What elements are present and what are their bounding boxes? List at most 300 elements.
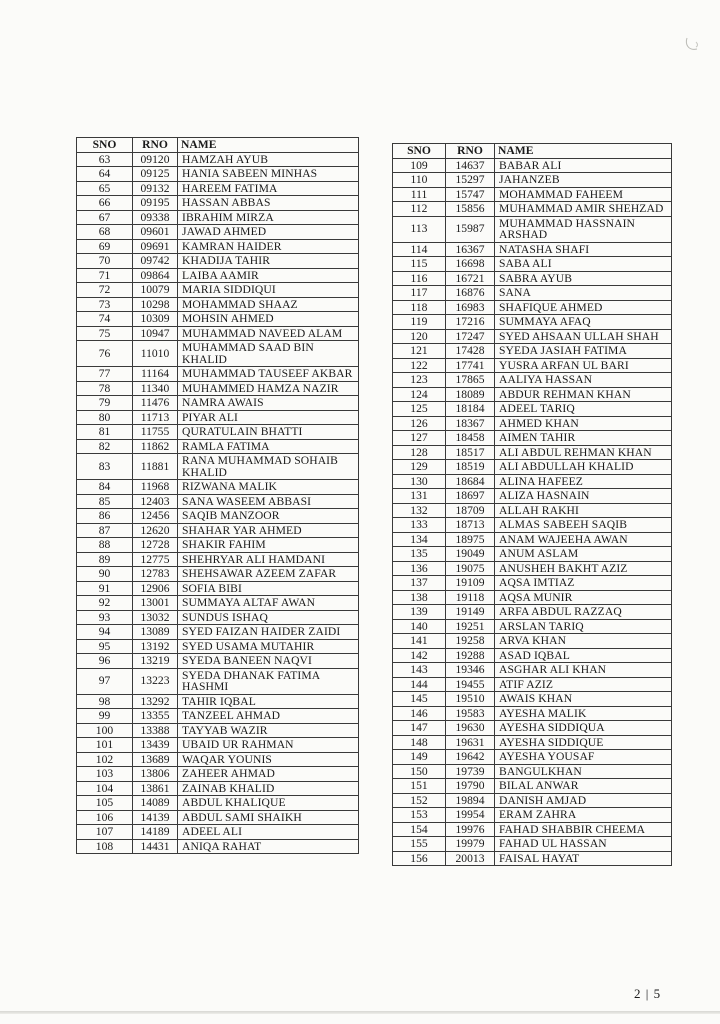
table-row — [393, 373, 672, 388]
roll-number-cell: 18089 — [446, 387, 495, 402]
student-name-cell: HANIA SABEEN MINHAS — [178, 167, 359, 182]
serial-number-cell: 76 — [77, 341, 133, 367]
serial-number-cell: 70 — [77, 254, 133, 269]
table-row — [77, 610, 359, 625]
roll-number-cell: 19739 — [446, 764, 495, 779]
roll-number-cell: 11476 — [133, 396, 178, 411]
roll-number-cell: 14139 — [133, 810, 178, 825]
roll-number-cell: 13219 — [133, 654, 178, 669]
student-name-cell: ADEEL ALI — [178, 825, 359, 840]
table-row — [393, 837, 672, 852]
student-name-cell: BILAL ANWAR — [495, 779, 672, 794]
table-row — [393, 216, 672, 242]
roll-number-cell: 17865 — [446, 373, 495, 388]
student-name-cell: DANISH AMJAD — [495, 793, 672, 808]
roll-number-cell: 18367 — [446, 416, 495, 431]
serial-number-cell: 132 — [393, 503, 446, 518]
roll-number-cell: 17216 — [446, 315, 495, 330]
table-row — [77, 581, 359, 596]
student-name-cell: ERAM ZAHRA — [495, 808, 672, 823]
table-row — [393, 315, 672, 330]
table-row — [77, 825, 359, 840]
roll-number-cell: 14089 — [133, 796, 178, 811]
roll-number-cell: 16983 — [446, 300, 495, 315]
student-name-cell: RAMLA FATIMA — [178, 439, 359, 454]
roll-number-cell: 17247 — [446, 329, 495, 344]
serial-number-cell: 151 — [393, 779, 446, 794]
student-name-cell: ALI ABDUL REHMAN KHAN — [495, 445, 672, 460]
student-name-cell: SHAFIQUE AHMED — [495, 300, 672, 315]
serial-number-cell: 65 — [77, 181, 133, 196]
student-list-table-left — [76, 137, 359, 854]
student-name-cell: ASGHAR ALI KHAN — [495, 663, 672, 678]
roll-number-cell: 10298 — [133, 297, 178, 312]
roll-number-cell: 18697 — [446, 489, 495, 504]
student-name-cell: ADEEL TARIQ — [495, 402, 672, 417]
table-row — [393, 779, 672, 794]
roll-number-cell: 14637 — [446, 158, 495, 173]
serial-number-cell: 140 — [393, 619, 446, 634]
student-name-cell: ANAM WAJEEHA AWAN — [495, 532, 672, 547]
student-name-cell: SAQIB MANZOOR — [178, 509, 359, 524]
student-name-cell: SHEHSAWAR AZEEM ZAFAR — [178, 567, 359, 582]
serial-number-cell: 91 — [77, 581, 133, 596]
table-row — [77, 410, 359, 425]
serial-number-cell: 106 — [77, 810, 133, 825]
student-name-cell: SHAHAR YAR AHMED — [178, 523, 359, 538]
table-row — [393, 822, 672, 837]
student-name-cell: SYEDA BANEEN NAQVI — [178, 654, 359, 669]
roll-number-cell: 19642 — [446, 750, 495, 765]
table-row — [77, 567, 359, 582]
table-row — [77, 625, 359, 640]
serial-number-cell: 133 — [393, 518, 446, 533]
roll-number-cell: 09195 — [133, 196, 178, 211]
table-row — [77, 668, 359, 694]
roll-number-cell: 15747 — [446, 187, 495, 202]
serial-number-cell: 72 — [77, 283, 133, 298]
serial-number-cell: 75 — [77, 326, 133, 341]
roll-number-cell: 10309 — [133, 312, 178, 327]
serial-number-cell: 120 — [393, 329, 446, 344]
student-name-cell: MUHAMMED HAMZA NAZIR — [178, 381, 359, 396]
roll-number-cell: 13032 — [133, 610, 178, 625]
serial-number-cell: 88 — [77, 538, 133, 553]
serial-number-cell: 90 — [77, 567, 133, 582]
student-name-cell: SUMMAYA ALTAF AWAN — [178, 596, 359, 611]
roll-number-cell: 09742 — [133, 254, 178, 269]
student-name-cell: ASAD IQBAL — [495, 648, 672, 663]
serial-number-cell: 129 — [393, 460, 446, 475]
table-row — [77, 283, 359, 298]
serial-number-cell: 83 — [77, 454, 133, 480]
student-name-cell: AYESHA MALIK — [495, 706, 672, 721]
table-row — [77, 509, 359, 524]
scan-edge-divider — [0, 1011, 720, 1014]
student-name-cell: SYEDA JASIAH FATIMA — [495, 344, 672, 359]
table-row — [393, 202, 672, 217]
roll-number-cell: 19346 — [446, 663, 495, 678]
student-name-cell: KHADIJA TAHIR — [178, 254, 359, 269]
serial-number-cell: 122 — [393, 358, 446, 373]
table-row — [77, 781, 359, 796]
table-row — [393, 735, 672, 750]
table-row — [77, 367, 359, 382]
serial-number-cell: 142 — [393, 648, 446, 663]
serial-number-cell: 109 — [393, 158, 446, 173]
table-row — [77, 167, 359, 182]
serial-number-cell: 110 — [393, 173, 446, 188]
student-name-cell: ARSLAN TARIQ — [495, 619, 672, 634]
serial-number-cell: 128 — [393, 445, 446, 460]
student-name-cell: SHAKIR FAHIM — [178, 538, 359, 553]
student-name-cell: ANUSHEH BAKHT AZIZ — [495, 561, 672, 576]
table-row — [77, 767, 359, 782]
serial-number-cell: 118 — [393, 300, 446, 315]
roll-number-cell: 12728 — [133, 538, 178, 553]
table-row — [77, 538, 359, 553]
student-name-cell: ABDUL KHALIQUE — [178, 796, 359, 811]
roll-number-cell: 20013 — [446, 851, 495, 866]
serial-number-cell: 64 — [77, 167, 133, 182]
student-name-cell: MUHAMMAD HASSNAIN ARSHAD — [495, 216, 672, 242]
student-name-cell: MUHAMMAD NAVEED ALAM — [178, 326, 359, 341]
serial-number-cell: 144 — [393, 677, 446, 692]
roll-number-cell: 13388 — [133, 723, 178, 738]
table-row — [77, 810, 359, 825]
serial-number-cell: 104 — [77, 781, 133, 796]
table-row — [393, 286, 672, 301]
table-row — [77, 552, 359, 567]
roll-number-cell: 12456 — [133, 509, 178, 524]
serial-number-cell: 137 — [393, 576, 446, 591]
header-row — [393, 144, 672, 159]
student-name-cell: ANIQA RAHAT — [178, 839, 359, 854]
serial-number-cell: 99 — [77, 709, 133, 724]
table-row — [77, 341, 359, 367]
student-name-cell: JAHANZEB — [495, 173, 672, 188]
roll-number-cell: 12403 — [133, 494, 178, 509]
table-row — [77, 297, 359, 312]
table-row — [393, 721, 672, 736]
student-name-cell: SABA ALI — [495, 257, 672, 272]
roll-number-cell: 09864 — [133, 268, 178, 283]
student-name-cell: AHMED KHAN — [495, 416, 672, 431]
table-row — [393, 561, 672, 576]
table-row — [77, 796, 359, 811]
roll-number-cell: 18519 — [446, 460, 495, 475]
table-row — [393, 242, 672, 257]
roll-number-cell: 16367 — [446, 242, 495, 257]
serial-number-cell: 73 — [77, 297, 133, 312]
roll-number-cell: 19258 — [446, 634, 495, 649]
roll-number-cell: 15987 — [446, 216, 495, 242]
table-row — [393, 692, 672, 707]
table-row — [393, 750, 672, 765]
roll-number-cell: 11010 — [133, 341, 178, 367]
student-name-cell: HAREEM FATIMA — [178, 181, 359, 196]
serial-number-cell: 71 — [77, 268, 133, 283]
table-row — [393, 387, 672, 402]
table-row — [393, 634, 672, 649]
table-row — [393, 503, 672, 518]
table-row — [77, 239, 359, 254]
serial-number-cell: 74 — [77, 312, 133, 327]
roll-number-cell: 09132 — [133, 181, 178, 196]
serial-number-cell: 85 — [77, 494, 133, 509]
student-name-cell: KAMRAN HAIDER — [178, 239, 359, 254]
student-name-cell: SANA WASEEM ABBASI — [178, 494, 359, 509]
table-row — [393, 187, 672, 202]
table-row — [393, 764, 672, 779]
student-name-cell: NATASHA SHAFI — [495, 242, 672, 257]
table-row — [393, 271, 672, 286]
table-row — [77, 480, 359, 495]
roll-number-cell: 15856 — [446, 202, 495, 217]
roll-number-cell: 18709 — [446, 503, 495, 518]
table-row — [393, 808, 672, 823]
serial-number-cell: 94 — [77, 625, 133, 640]
serial-number-cell: 156 — [393, 851, 446, 866]
table-row — [393, 648, 672, 663]
table-row — [393, 590, 672, 605]
table-row — [393, 257, 672, 272]
roll-number-cell: 09338 — [133, 210, 178, 225]
roll-number-cell: 16876 — [446, 286, 495, 301]
roll-number-cell: 19976 — [446, 822, 495, 837]
roll-number-cell: 19979 — [446, 837, 495, 852]
student-name-cell: ANUM ASLAM — [495, 547, 672, 562]
serial-number-cell: 138 — [393, 590, 446, 605]
roll-number-cell: 12783 — [133, 567, 178, 582]
header-rno: RNO — [446, 144, 495, 159]
serial-number-cell: 68 — [77, 225, 133, 240]
table-body-right — [393, 158, 672, 866]
table-row — [393, 851, 672, 866]
table-row — [77, 152, 359, 167]
student-name-cell: MARIA SIDDIQUI — [178, 283, 359, 298]
table-row — [77, 312, 359, 327]
student-name-cell: NAMRA AWAIS — [178, 396, 359, 411]
serial-number-cell: 127 — [393, 431, 446, 446]
student-name-cell: MOHAMMAD SHAAZ — [178, 297, 359, 312]
serial-number-cell: 92 — [77, 596, 133, 611]
table-body-left — [77, 152, 359, 854]
table-row — [393, 445, 672, 460]
student-name-cell: TAHIR IQBAL — [178, 694, 359, 709]
header-sno: SNO — [393, 144, 446, 159]
table-row — [77, 694, 359, 709]
student-name-cell: ABDUR REHMAN KHAN — [495, 387, 672, 402]
student-name-cell: ZAINAB KHALID — [178, 781, 359, 796]
roll-number-cell: 11713 — [133, 410, 178, 425]
student-name-cell: AQSA MUNIR — [495, 590, 672, 605]
serial-number-cell: 114 — [393, 242, 446, 257]
serial-number-cell: 116 — [393, 271, 446, 286]
serial-number-cell: 131 — [393, 489, 446, 504]
serial-number-cell: 134 — [393, 532, 446, 547]
serial-number-cell: 146 — [393, 706, 446, 721]
table-row — [393, 793, 672, 808]
serial-number-cell: 101 — [77, 738, 133, 753]
table-row — [77, 254, 359, 269]
roll-number-cell: 13292 — [133, 694, 178, 709]
student-name-cell: SUNDUS ISHAQ — [178, 610, 359, 625]
table-row — [77, 709, 359, 724]
roll-number-cell: 19630 — [446, 721, 495, 736]
student-name-cell: UBAID UR RAHMAN — [178, 738, 359, 753]
roll-number-cell: 19288 — [446, 648, 495, 663]
table-row — [77, 523, 359, 538]
table-row — [77, 425, 359, 440]
student-name-cell: HASSAN ABBAS — [178, 196, 359, 211]
header-rno: RNO — [133, 138, 178, 153]
serial-number-cell: 124 — [393, 387, 446, 402]
roll-number-cell: 18713 — [446, 518, 495, 533]
student-name-cell: YUSRA ARFAN UL BARI — [495, 358, 672, 373]
roll-number-cell: 09601 — [133, 225, 178, 240]
student-name-cell: RANA MUHAMMAD SOHAIB KHALID — [178, 454, 359, 480]
table-row — [393, 677, 672, 692]
student-name-cell: QURATULAIN BHATTI — [178, 425, 359, 440]
roll-number-cell: 11862 — [133, 439, 178, 454]
roll-number-cell: 19455 — [446, 677, 495, 692]
table-row — [393, 344, 672, 359]
student-name-cell: ARFA ABDUL RAZZAQ — [495, 605, 672, 620]
student-name-cell: ALIZA HASNAIN — [495, 489, 672, 504]
table-row — [77, 268, 359, 283]
table-row — [393, 576, 672, 591]
table-row — [393, 532, 672, 547]
roll-number-cell: 19894 — [446, 793, 495, 808]
table-row — [77, 839, 359, 854]
roll-number-cell: 19118 — [446, 590, 495, 605]
roll-number-cell: 13001 — [133, 596, 178, 611]
student-name-cell: PIYAR ALI — [178, 410, 359, 425]
table-row — [77, 439, 359, 454]
serial-number-cell: 79 — [77, 396, 133, 411]
table-row — [393, 474, 672, 489]
serial-number-cell: 78 — [77, 381, 133, 396]
table-row — [393, 460, 672, 475]
serial-number-cell: 147 — [393, 721, 446, 736]
roll-number-cell: 09120 — [133, 152, 178, 167]
roll-number-cell: 18184 — [446, 402, 495, 417]
roll-number-cell: 14189 — [133, 825, 178, 840]
student-name-cell: MUHAMMAD SAAD BIN KHALID — [178, 341, 359, 367]
table-row — [393, 416, 672, 431]
student-name-cell: ARVA KHAN — [495, 634, 672, 649]
serial-number-cell: 107 — [77, 825, 133, 840]
serial-number-cell: 123 — [393, 373, 446, 388]
serial-number-cell: 66 — [77, 196, 133, 211]
roll-number-cell: 19790 — [446, 779, 495, 794]
serial-number-cell: 97 — [77, 668, 133, 694]
serial-number-cell: 77 — [77, 367, 133, 382]
roll-number-cell: 19109 — [446, 576, 495, 591]
table-row — [77, 654, 359, 669]
serial-number-cell: 103 — [77, 767, 133, 782]
serial-number-cell: 149 — [393, 750, 446, 765]
scan-mark-icon — [684, 36, 700, 54]
student-name-cell: FAHAD SHABBIR CHEEMA — [495, 822, 672, 837]
serial-number-cell: 98 — [77, 694, 133, 709]
student-name-cell: TANZEEL AHMAD — [178, 709, 359, 724]
serial-number-cell: 135 — [393, 547, 446, 562]
table-row — [77, 723, 359, 738]
roll-number-cell: 17428 — [446, 344, 495, 359]
student-name-cell: ALINA HAFEEZ — [495, 474, 672, 489]
roll-number-cell: 19510 — [446, 692, 495, 707]
roll-number-cell: 19075 — [446, 561, 495, 576]
serial-number-cell: 125 — [393, 402, 446, 417]
roll-number-cell: 11164 — [133, 367, 178, 382]
serial-number-cell: 87 — [77, 523, 133, 538]
header-sno: SNO — [77, 138, 133, 153]
student-name-cell: LAIBA AAMIR — [178, 268, 359, 283]
roll-number-cell: 13223 — [133, 668, 178, 694]
roll-number-cell: 10947 — [133, 326, 178, 341]
student-name-cell: ALLAH RAKHI — [495, 503, 672, 518]
header-row — [77, 138, 359, 153]
student-name-cell: AYESHA SIDDIQUA — [495, 721, 672, 736]
student-name-cell: ATIF AZIZ — [495, 677, 672, 692]
table-row — [393, 358, 672, 373]
serial-number-cell: 80 — [77, 410, 133, 425]
roll-number-cell: 09125 — [133, 167, 178, 182]
table-row — [393, 663, 672, 678]
table-row — [77, 494, 359, 509]
student-name-cell: SYED FAIZAN HAIDER ZAIDI — [178, 625, 359, 640]
serial-number-cell: 152 — [393, 793, 446, 808]
serial-number-cell: 154 — [393, 822, 446, 837]
table-row — [393, 431, 672, 446]
roll-number-cell: 18517 — [446, 445, 495, 460]
student-name-cell: ABDUL SAMI SHAIKH — [178, 810, 359, 825]
serial-number-cell: 136 — [393, 561, 446, 576]
roll-number-cell: 13806 — [133, 767, 178, 782]
table-row — [393, 329, 672, 344]
roll-number-cell: 13355 — [133, 709, 178, 724]
student-name-cell: AQSA IMTIAZ — [495, 576, 672, 591]
table-row — [77, 752, 359, 767]
roll-number-cell: 11755 — [133, 425, 178, 440]
student-name-cell: AIMEN TAHIR — [495, 431, 672, 446]
roll-number-cell: 12775 — [133, 552, 178, 567]
roll-number-cell: 09691 — [133, 239, 178, 254]
student-name-cell: ZAHEER AHMAD — [178, 767, 359, 782]
student-name-cell: JAWAD AHMED — [178, 225, 359, 240]
serial-number-cell: 113 — [393, 216, 446, 242]
serial-number-cell: 82 — [77, 439, 133, 454]
student-name-cell: ALI ABDULLAH KHALID — [495, 460, 672, 475]
table-row — [393, 605, 672, 620]
roll-number-cell: 16721 — [446, 271, 495, 286]
roll-number-cell: 18975 — [446, 532, 495, 547]
roll-number-cell: 19049 — [446, 547, 495, 562]
roll-number-cell: 15297 — [446, 173, 495, 188]
table-row — [77, 738, 359, 753]
student-name-cell: AYESHA SIDDIQUE — [495, 735, 672, 750]
student-name-cell: SHEHRYAR ALI HAMDANI — [178, 552, 359, 567]
student-list-table-right — [392, 143, 672, 866]
table-row — [393, 547, 672, 562]
table-row — [77, 210, 359, 225]
serial-number-cell: 86 — [77, 509, 133, 524]
serial-number-cell: 84 — [77, 480, 133, 495]
roll-number-cell: 13089 — [133, 625, 178, 640]
serial-number-cell: 93 — [77, 610, 133, 625]
